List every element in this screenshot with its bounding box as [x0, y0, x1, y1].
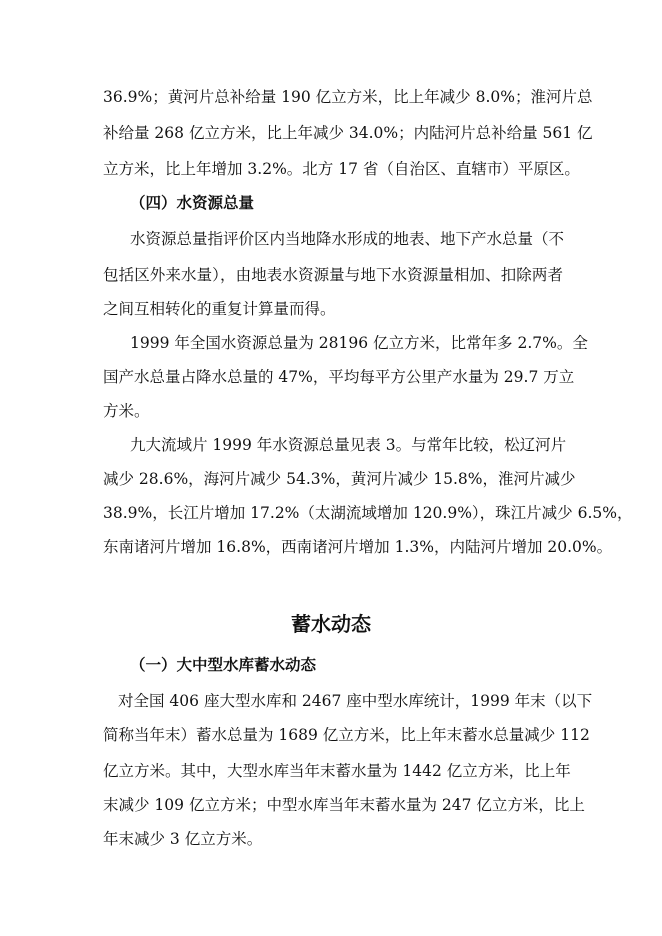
text-line: 水资源总量指评价区内当地降水形成的地表、地下产水总量（不	[130, 230, 565, 248]
text-line: 年末减少 3 亿立方米。	[103, 830, 263, 848]
text-line: 之间互相转化的重复计算量而得。	[103, 300, 336, 318]
text-line: 简称当年末）蓄水总量为 1689 亿立方米，比上年末蓄水总量减少 112	[103, 726, 590, 744]
text-line: 末减少 109 亿立方米；中型水库当年末蓄水量为 247 亿立方米，比上	[103, 796, 585, 814]
subsection-heading: （一）大中型水库蓄水动态	[130, 656, 317, 674]
text-line: 36.9%；黄河片总补给量 190 亿立方米，比上年减少 8.0%；淮河片总	[103, 88, 593, 106]
text-line: 九大流域片 1999 年水资源总量见表 3。与常年比较，松辽河片	[130, 436, 567, 454]
text-line: 38.9%，长江片增加 17.2%（太湖流域增加 120.9%），珠江片减少 6.5%，	[103, 504, 633, 522]
text-line: 东南诸河片增加 16.8%，西南诸河片增加 1.3%，内陆河片增加 20.0%。	[103, 538, 613, 556]
text-line: 对全国 406 座大型水库和 2467 座中型水库统计，1999 年末（以下	[118, 692, 593, 710]
text-line: 方米。	[103, 402, 150, 420]
text-line: 减少 28.6%，海河片减少 54.3%，黄河片减少 15.8%，淮河片减少	[103, 470, 576, 488]
text-line: 1999 年全国水资源总量为 28196 亿立方米，比常年多 2.7%。全	[130, 334, 588, 352]
text-line: 国产水总量占降水总量的 47%，平均每平方公里产水量为 29.7 万立	[103, 368, 575, 386]
text-line: 补给量 268 亿立方米，比上年减少 34.0%；内陆河片总补给量 561 亿	[103, 124, 593, 142]
section-title: 蓄水动态	[291, 612, 371, 636]
subsection-heading: （四）水资源总量	[130, 194, 255, 212]
text-line: 立方米，比上年增加 3.2%。北方 17 省（自治区、直辖市）平原区。	[103, 160, 580, 178]
text-line: 亿立方米。其中，大型水库当年末蓄水量为 1442 亿立方米，比上年	[103, 762, 571, 780]
text-line: 包括区外来水量），由地表水资源量与地下水资源量相加、扣除两者	[103, 266, 563, 284]
